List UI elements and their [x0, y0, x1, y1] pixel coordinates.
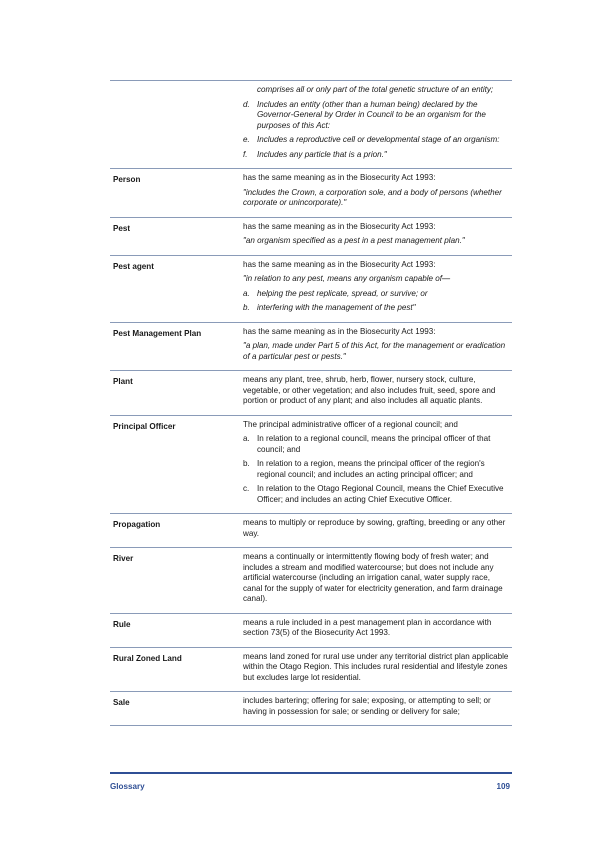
glossary-term: Rule [110, 613, 243, 647]
glossary-term [110, 81, 243, 169]
quoted-definition: "an organism specified as a pest in a pest management plan." [243, 236, 465, 245]
glossary-table [110, 80, 512, 726]
quoted-definition: "includes the Crown, a corporation sole, and a body of persons (whether corporate or unincorporate)." [243, 187, 502, 207]
glossary-definition: has the same meaning as in the Biosecurity Act 1993: "includes the Crown, a corporation sole, and a body of persons (whether corporate or unincorporate)." [243, 169, 512, 218]
glossary-entry-pest [110, 217, 512, 255]
list-item: f. Includes any particle that is a prion." [243, 149, 387, 159]
glossary-term: Pest [110, 217, 243, 255]
definition-list [243, 100, 510, 161]
glossary-entry-sale [110, 692, 512, 726]
glossary-entry-river [110, 548, 512, 614]
glossary-term: Person [110, 169, 243, 218]
glossary-entry-rule [110, 613, 512, 647]
continued-text: comprises all or only part of the total genetic structure of an entity; [257, 85, 494, 94]
list-item: e. Includes a reproductive cell or developmental stage of an organism: [243, 135, 500, 144]
list-item: a. helping the pest replicate, spread, or survive; or [243, 288, 428, 298]
glossary-term: Rural Zoned Land [110, 647, 243, 692]
glossary-definition: means to multiply or reproduce by sowing, grafting, breeding or any other way. [243, 514, 512, 548]
glossary-entry-continued [110, 81, 512, 169]
glossary-definition: has the same meaning as in the Biosecurity Act 1993: "an organism specified as a pest in a pest management plan." [243, 217, 512, 255]
glossary-term: River [110, 548, 243, 614]
glossary-term: Propagation [110, 514, 243, 548]
glossary-definition [243, 81, 512, 169]
glossary-term: Sale [110, 692, 243, 726]
glossary-entry-propagation [110, 514, 512, 548]
glossary-term: Pest Management Plan [110, 322, 243, 371]
glossary-entry-person [110, 169, 512, 218]
glossary-entry-principal-officer [110, 415, 512, 514]
quoted-definition: "in relation to any pest, means any organism capable of— [243, 274, 451, 283]
page-number: 109 [496, 782, 510, 791]
glossary-definition: includes bartering; offering for sale; exposing, or attempting to sell; or having in possession for sale; or sending or delivery for sale; [243, 692, 512, 726]
list-item: a. In relation to a regional council, means the principal officer of that council; and [243, 434, 491, 454]
definition-list [243, 289, 510, 314]
glossary-definition: means a rule included in a pest management plan in accordance with section 73(5) of the Biosecurity Act 1993. [243, 613, 512, 647]
glossary-entry-pest-agent [110, 255, 512, 322]
glossary-entry-pest-management-plan [110, 322, 512, 371]
footer-section-title: Glossary [110, 782, 145, 791]
list-item: c. In relation to the Otago Regional Council, means the Chief Executive Officer; and includes an acting Chief Executive Officer. [243, 484, 504, 504]
footer-rule [110, 772, 512, 774]
list-item: d. Includes an entity (other than a human being) declared by the Governor-General by Order in Council to be an organism for the purposes of this Act: [243, 99, 486, 130]
list-item: b. interfering with the management of the pest" [243, 303, 416, 312]
glossary-entry-plant [110, 371, 512, 416]
glossary-definition: has the same meaning as in the Biosecurity Act 1993: "in relation to any pest, means any organism capable of— a. helping the pest replicate, spread, or survive; or b. interfering with the management of the pest" [243, 255, 512, 322]
glossary-definition: has the same meaning as in the Biosecurity Act 1993: "a plan, made under Part 5 of this Act, for the management or eradication of a particular pest or pests." [243, 322, 512, 371]
glossary-term: Pest agent [110, 255, 243, 322]
glossary-definition: The principal administrative officer of a regional council; and a. In relation to a regional council, means the principal officer of that council; and b. In relation to a region, means the principal officer of the region's regional council; and includes an acting principal officer; and c. In relation to the Otago Regional Council, means the Chief Executive Officer; and includes an acting Chief Executive Officer. [243, 415, 512, 514]
glossary-definition: means a continually or intermittently flowing body of fresh water; and includes a stream and modified watercourse; but does not include any artificial watercourse (including an irrigation canal, water supply race, canal for the supply of water for electricity generation, and farm drainage canal). [243, 548, 512, 614]
quoted-definition: "a plan, made under Part 5 of this Act, for the management or eradication of a particular pest or pests." [243, 341, 506, 361]
glossary-term: Principal Officer [110, 415, 243, 514]
glossary-definition: means land zoned for rural use under any territorial district plan applicable within the Otago Region. This includes rural residential and lifestyle zones but excludes large lot residential. [243, 647, 512, 692]
glossary-term: Plant [110, 371, 243, 416]
glossary-entry-rural-zoned-land [110, 647, 512, 692]
glossary-definition: means any plant, tree, shrub, herb, flower, nursery stock, culture, vegetable, or other vegetation; and also includes fruit, seed, spore and portion or product of any plant; and also includes all aquatic plants. [243, 371, 512, 416]
definition-list [243, 434, 510, 505]
list-item: b. In relation to a region, means the principal officer of the region's regional council; and includes an acting principal officer; and [243, 459, 485, 479]
